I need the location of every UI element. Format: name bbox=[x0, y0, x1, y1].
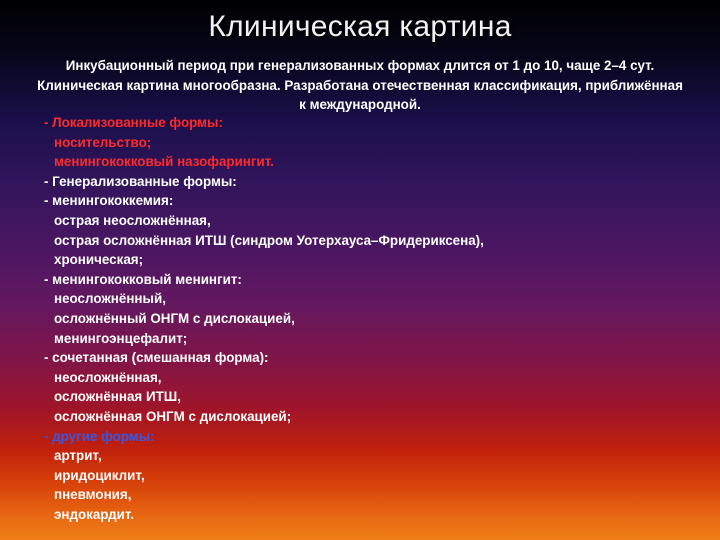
list-item: - другие формы: bbox=[44, 428, 155, 444]
list-item: менингоэнцефалит; bbox=[54, 330, 188, 346]
list-item: пневмония, bbox=[54, 487, 132, 503]
list-item: эндокардит. bbox=[54, 506, 134, 522]
list-item: носительство; bbox=[54, 134, 152, 150]
list-item: хроническая; bbox=[54, 252, 144, 268]
list-item: менингококковый назофарингит. bbox=[54, 154, 274, 170]
list-item: - Локализованные формы: bbox=[44, 115, 223, 130]
list-item: иридоциклит, bbox=[54, 467, 145, 483]
list-item: острая неосложнённая, bbox=[54, 212, 211, 228]
list-item: осложнённая ИТШ, bbox=[54, 389, 181, 405]
list-item: - Генерализованные формы: bbox=[44, 173, 237, 189]
list-item: осложнённая ОНГМ с дислокацией; bbox=[54, 408, 292, 424]
list-item: - сочетанная (смешанная форма): bbox=[44, 350, 269, 366]
classification-list bbox=[44, 113, 684, 524]
list-item: острая осложнённая ИТШ (синдром Уотерхауса–Фридериксена), bbox=[54, 232, 484, 248]
list-item: артрит, bbox=[54, 448, 102, 464]
list-item: - менингококкемия: bbox=[44, 193, 174, 209]
list-item: - менингококковый менингит: bbox=[44, 271, 242, 287]
list-item: неосложнённая, bbox=[54, 369, 162, 385]
intro-paragraph: Инкубационный период при генерализованных формах длится от 1 до 10, чаще 2–4 сут. Клиническая картина многообразна. Разработана отечественная классификация, приближённая к международной. bbox=[37, 58, 683, 113]
slide-title: Клиническая картина bbox=[208, 10, 512, 43]
list-item: осложнённый ОНГМ с дислокацией, bbox=[54, 310, 295, 326]
list-item: неосложнённый, bbox=[54, 291, 166, 307]
